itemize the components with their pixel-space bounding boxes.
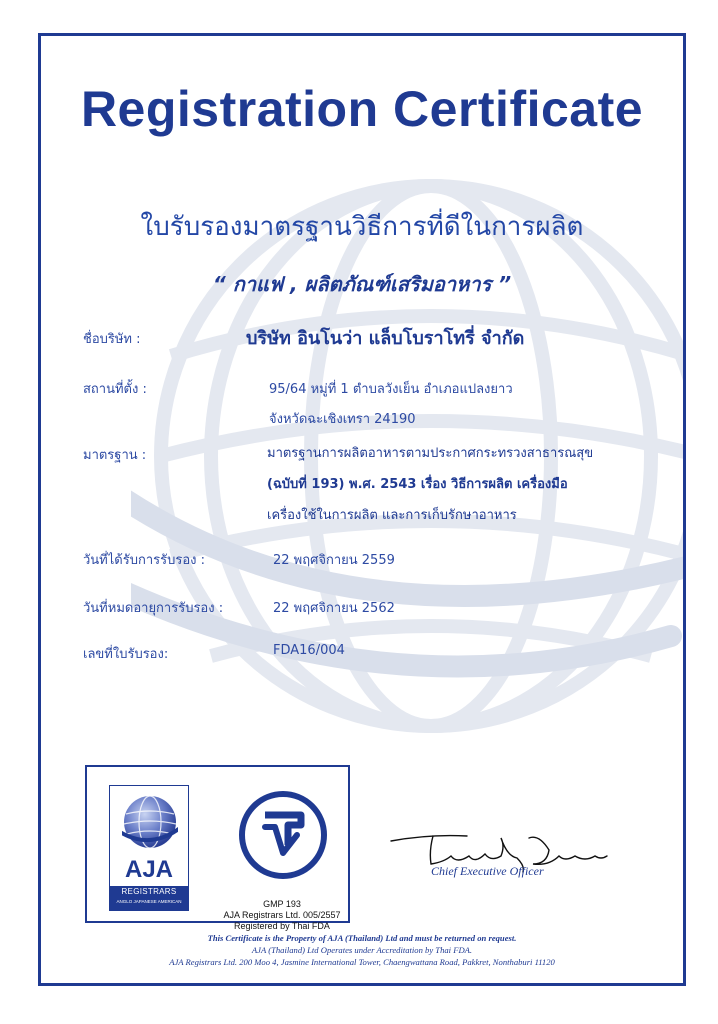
gmp-line-2: AJA Registrars Ltd. 005/2557 [223,910,341,920]
address-line-1: 95/64 หมู่ที่ 1 ตำบลวังเย็น อำเภอแปลงยาว [269,382,513,397]
address-label: สถานที่ตั้ง : [83,382,147,397]
expiry-date-value: 22 พฤศจิกายน 2562 [273,601,395,616]
gmp-line-1: GMP 193 [263,899,301,909]
accreditation-logos [85,765,350,931]
footer-line-1: This Certificate is the Property of AJA (Thailand) Ltd and must be returned on request. [207,933,517,943]
cert-number-value: FDA16/004 [273,643,345,658]
company-label: ชื่อบริษัท : [83,332,141,347]
certificate-frame [38,33,686,986]
cert-number-label: เลขที่ใบรับรอง: [83,647,169,662]
standard-line-3: เครื่องใช้ในการผลิต และการเก็บรักษาอาหาร [267,508,517,523]
footer-line-3: AJA Registrars Ltd. 200 Moo 4, Jasmine International Tower, Chaengwattana Road, Pakkret, Nonthaburi 11120 [169,957,555,967]
aja-letters: AJA [124,856,173,883]
expiry-date-label: วันที่หมดอายุการรับรอง : [83,601,224,616]
standard-label: มาตรฐาน : [83,448,147,463]
gmp-line-3: Registered by Thai FDA [234,921,330,931]
gmp-registration-text [217,899,347,932]
issue-date-label: วันที่ได้รับการรับรอง : [83,553,206,568]
standard-line-2: (ฉบับที่ 193) พ.ศ. 2543 เรื่อง วิธีการผลิต เครื่องมือ [267,477,568,492]
certificate-footer [41,932,683,968]
thai-fda-gmp-icon [237,789,329,881]
certificate-title: Registration Certificate [80,81,644,137]
standard-line-1: มาตรฐานการผลิตอาหารตามประกาศกระทรวงสาธารณสุข [267,446,594,461]
aja-subtitle: ANGLO JAPANESE AMERICAN [116,899,182,904]
aja-globe-icon [122,794,178,850]
issue-date-value: 22 พฤศจิกายน 2559 [273,553,395,568]
thai-certificate-title: ใบรับรองมาตรฐานวิธีการที่ดีในการผลิต [140,212,584,242]
signature-caption: Chief Executive Officer [431,864,544,878]
address-line-2: จังหวัดฉะเชิงเทรา 24190 [269,412,416,427]
standard-text [267,438,647,531]
aja-logo [109,785,189,911]
aja-registrars-text: REGISTRARS [121,887,177,896]
company-name: บริษัท อินโนว่า แล็บโบราโทรี่ จำกัด [246,328,525,349]
product-scope: “ กาแฟ , ผลิตภัณฑ์เสริมอาหาร ” [212,272,512,296]
footer-line-2: AJA (Thailand) Ltd Operates under Accreditation by Thai FDA. [251,945,473,955]
